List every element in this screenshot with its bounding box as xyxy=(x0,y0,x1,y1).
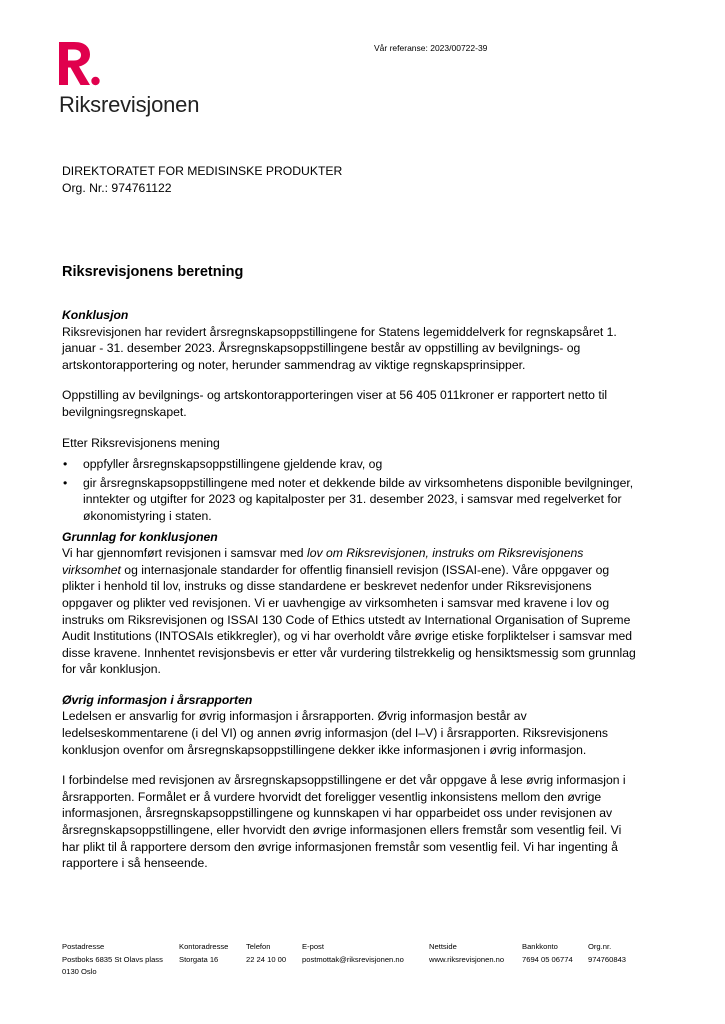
footer-nettside xyxy=(429,941,504,966)
riksrevisjonen-logo-mark xyxy=(57,40,101,93)
footer-value: 7694 05 06774 xyxy=(522,954,573,964)
reference-number: Vår referanse: 2023/00722-39 xyxy=(374,43,488,53)
list-item: • gir årsregnskapsoppstillingene med noter et dekkende bilde av virksomhetens disponible bevilgninger, inntekter og utgifter for 2023 og kapitalposter per 31. desember 2023, i samsvar med regelverket for økonomistyring i staten. xyxy=(62,475,640,525)
footer-label: Org.nr. xyxy=(588,942,612,951)
footer-label: Bankkonto xyxy=(522,942,558,951)
list-item: • oppfyller årsregnskapsoppstillingene gjeldende krav, og xyxy=(62,456,640,473)
section-heading-grunnlag: Grunnlag for konklusjonen xyxy=(62,529,218,544)
ovrig-paragraph-2: I forbindelse med revisjonen av årsregnskapsoppstillingene er det vår oppgave å lese øvrig informasjon i årsrapporten. Formålet er å vurdere hvorvidt det foreligger vesentlig inkonsistens mellom den øvrige informasjonen, årsregnskapsoppstillingene og kunnskapen vi har opparbeidet oss under revisjonen av årsregnskapsoppstillingene, eller hvorvidt den øvrige informasjonen ellers fremstår som vesentlig feil. Vi har plikt til å rapportere dersom den øvrige informasjonen fremstår som vesentlig feil. Vi har ingenting å rapportere i så henseende. xyxy=(62,773,626,871)
page-title: Riksrevisjonens beretning xyxy=(62,264,244,280)
grunnlag-text-pre: Vi har gjennomført revisjonen i samsvar med xyxy=(62,546,307,561)
konklusjon-paragraph-1: Riksrevisjonen har revidert årsregnskapsoppstillingene for Statens legemiddelverk for regnskapsåret 1. januar - 31. desember 2023. Årsregnskapsoppstillingene består av oppstilling av bevilgnings- og artskontorapportering og noter, herunder sammendrag av viktige regnskapsprinsipper. xyxy=(62,324,617,372)
ovrig-paragraph-1: Ledelsen er ansvarlig for øvrig informasjon i årsrapporten. Øvrig informasjon består av ledelseskommentarene (i del VI) og annen øvrig informasjon (del I–V) i årsrapporten. Riksrevisjonens konklusjon ovenfor om årsregnskapsoppstillingene dekker ikke informasjonen i øvrig informasjon. xyxy=(62,709,608,757)
grunnlag-text-post: og internasjonale standarder for offentlig finansiell revisjon (ISSAI-ene). Våre oppgaver og plikter i henhold til lov, instruks og disse standardene er beskrevet nedenfor under Riksrevisjonens oppgaver og plikter ved revisjonen. Vi er uavhengige av virksomheten i samsvar med kravene i lov og instruks om Riksrevisjonen og ISSAI 130 Code of Ethics utstedt av International Organisation of Supreme Audit Institutions (INTOSAIs etikkregler), og vi har overholdt våre øvrige etiske forpliktelser i samsvar med disse kravene. Innhentet revisjonsbevis er etter vår vurdering tilstrekkelig og hensiktsmessig som grunnlag for vår konklusjon. xyxy=(62,562,636,677)
konklusjon-paragraph-2: Oppstilling av bevilgnings- og artskontorapporteringen viser at 56 405 011kroner er rapportert netto til bevilgningsregnskapet. xyxy=(62,388,608,419)
logo-wordmark: Riksrevisjonen xyxy=(59,92,200,117)
footer-bankkonto xyxy=(522,941,573,966)
footer-epost xyxy=(302,941,404,966)
footer-label: E-post xyxy=(302,942,324,951)
footer-label: Telefon xyxy=(246,942,271,951)
footer-telefon xyxy=(246,941,286,966)
footer-value: 22 24 10 00 xyxy=(246,954,287,964)
addressee-block xyxy=(62,163,342,197)
footer-orgnr xyxy=(588,941,626,966)
footer-value: Storgata 16 xyxy=(179,954,219,964)
grunnlag-paragraph xyxy=(62,545,640,678)
konklusjon-paragraph-3: Etter Riksrevisjonens mening xyxy=(62,435,220,450)
footer-value: 974760843 xyxy=(588,954,627,964)
addressee-name: DIREKTORATET FOR MEDISINSKE PRODUKTER xyxy=(62,164,343,178)
addressee-org-nr: Org. Nr.: 974761122 xyxy=(62,181,172,195)
report-body xyxy=(62,307,640,872)
section-heading-ovrig: Øvrig informasjon i årsrapporten xyxy=(62,692,253,707)
footer-label: Nettside xyxy=(429,942,457,951)
footer-label: Postadresse xyxy=(62,942,105,951)
footer-value: postmottak@riksrevisjonen.no xyxy=(302,954,404,964)
footer-value: www.riksrevisjonen.no xyxy=(429,954,505,964)
grunnlag-law-reference: lov om Riksrevisjonen, instruks om Riksrevisjonens virksomhet xyxy=(62,546,584,577)
footer-label: Kontoradresse xyxy=(179,942,229,951)
footer-value: 0130 Oslo xyxy=(62,967,97,976)
footer-kontoradresse xyxy=(179,941,228,966)
footer-value: Postboks 6835 St Olavs plass xyxy=(62,954,163,964)
konklusjon-bullet-list xyxy=(62,456,640,524)
section-heading-konklusjon: Konklusjon xyxy=(62,308,129,322)
footer-postadresse xyxy=(62,941,163,979)
